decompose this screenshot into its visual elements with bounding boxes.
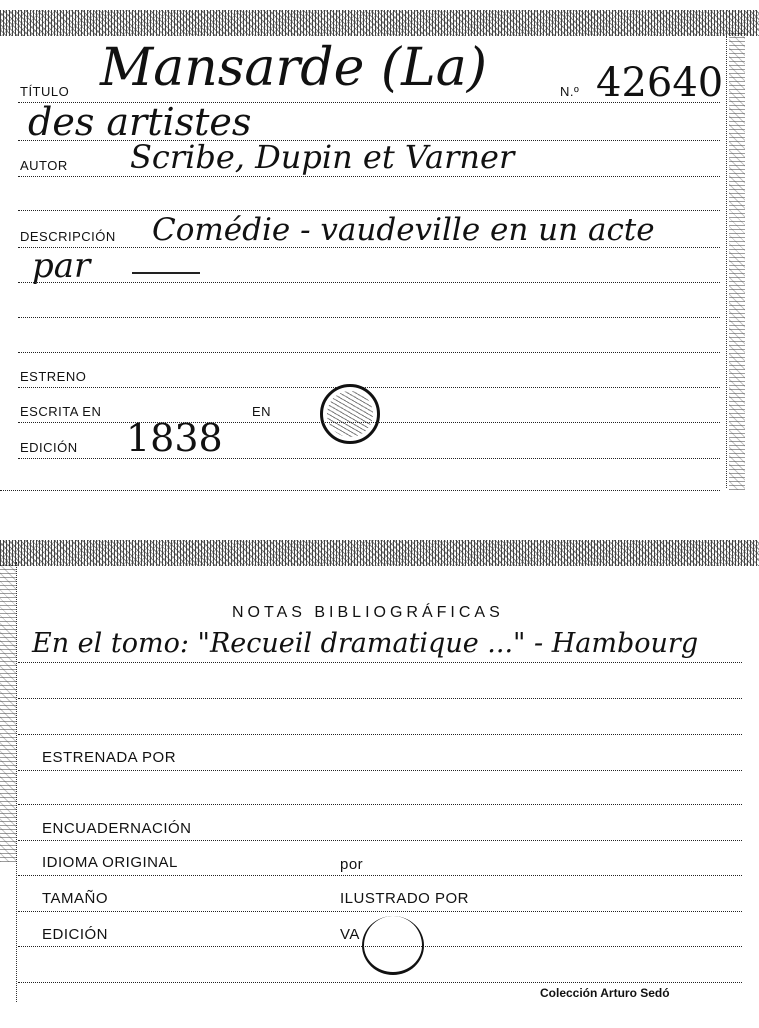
descripcion-rule [18, 247, 720, 248]
card-border-left [16, 562, 17, 1002]
torn-right-edge [729, 30, 745, 490]
bottom-rule [18, 982, 742, 983]
titulo-value: Mansarde (La) [100, 38, 487, 98]
tamano-rule [18, 911, 742, 912]
estreno-rule [18, 387, 720, 388]
tamano-label: TAMAÑO [42, 890, 109, 907]
va-label: VA [340, 926, 360, 943]
torn-top-edge [0, 10, 759, 36]
edicion-rule [18, 458, 720, 459]
blank-rule-3 [18, 804, 742, 805]
numero-value: 42640 [596, 60, 724, 106]
numero-label: N.º [560, 84, 580, 99]
blank-rule-2 [18, 317, 720, 318]
idioma-rule [18, 875, 742, 876]
torn-left-edge [0, 562, 16, 862]
blank-rule-1 [18, 698, 742, 699]
blank-rule-2 [18, 734, 742, 735]
blank-rule-1 [18, 210, 720, 211]
blank-rule-3 [18, 352, 720, 353]
descripcion-dash [132, 272, 200, 274]
idioma-original-label: IDIOMA ORIGINAL [42, 854, 178, 871]
edicion-label: EDICIÓN [42, 926, 109, 943]
estrenada-rule [18, 770, 742, 771]
card-bottom-rule [0, 490, 720, 491]
por-label: por [340, 856, 364, 873]
estreno-label: ESTRENO [20, 369, 87, 384]
encuadernacion-rule [18, 840, 742, 841]
edicion-label: EDICIÓN [20, 440, 78, 455]
estrenada-por-label: ESTRENADA POR [42, 749, 177, 766]
autor-value: Scribe, Dupin et Varner [130, 138, 515, 176]
titulo-value-continued: des artistes [28, 100, 252, 144]
card-border-right [726, 36, 727, 488]
escrita-en-label: ESCRITA EN [20, 404, 102, 419]
torn-top-edge [0, 540, 759, 566]
catalog-card-front [0, 0, 759, 500]
autor-label: AUTOR [20, 158, 68, 173]
escrita-rule [18, 422, 720, 423]
autor-rule [18, 176, 720, 177]
descripcion-cont-rule [18, 282, 720, 283]
notas-heading: NOTAS BIBLIOGRÁFICAS [232, 604, 504, 621]
catalog-card-back [0, 532, 759, 1028]
en-label: EN [252, 404, 272, 419]
titulo-label: TÍTULO [20, 84, 70, 99]
edicion-rule [18, 946, 742, 947]
descripcion-continued: par [32, 246, 91, 286]
encuadernacion-label: ENCUADERNACIÓN [42, 820, 192, 837]
notas-value: En el tomo: "Recueil dramatique ..." - Hambourg [32, 628, 699, 659]
ilustrado-por-label: ILUSTRADO POR [340, 890, 470, 907]
edicion-value: 1838 [126, 416, 223, 460]
descripcion-label: DESCRIPCIÓN [20, 229, 116, 244]
notas-rule [18, 662, 742, 663]
descripcion-value: Comédie - vaudeville en un acte [152, 212, 655, 248]
collection-credit: Colección Arturo Sedó [540, 986, 670, 1000]
library-stamp [320, 384, 380, 444]
